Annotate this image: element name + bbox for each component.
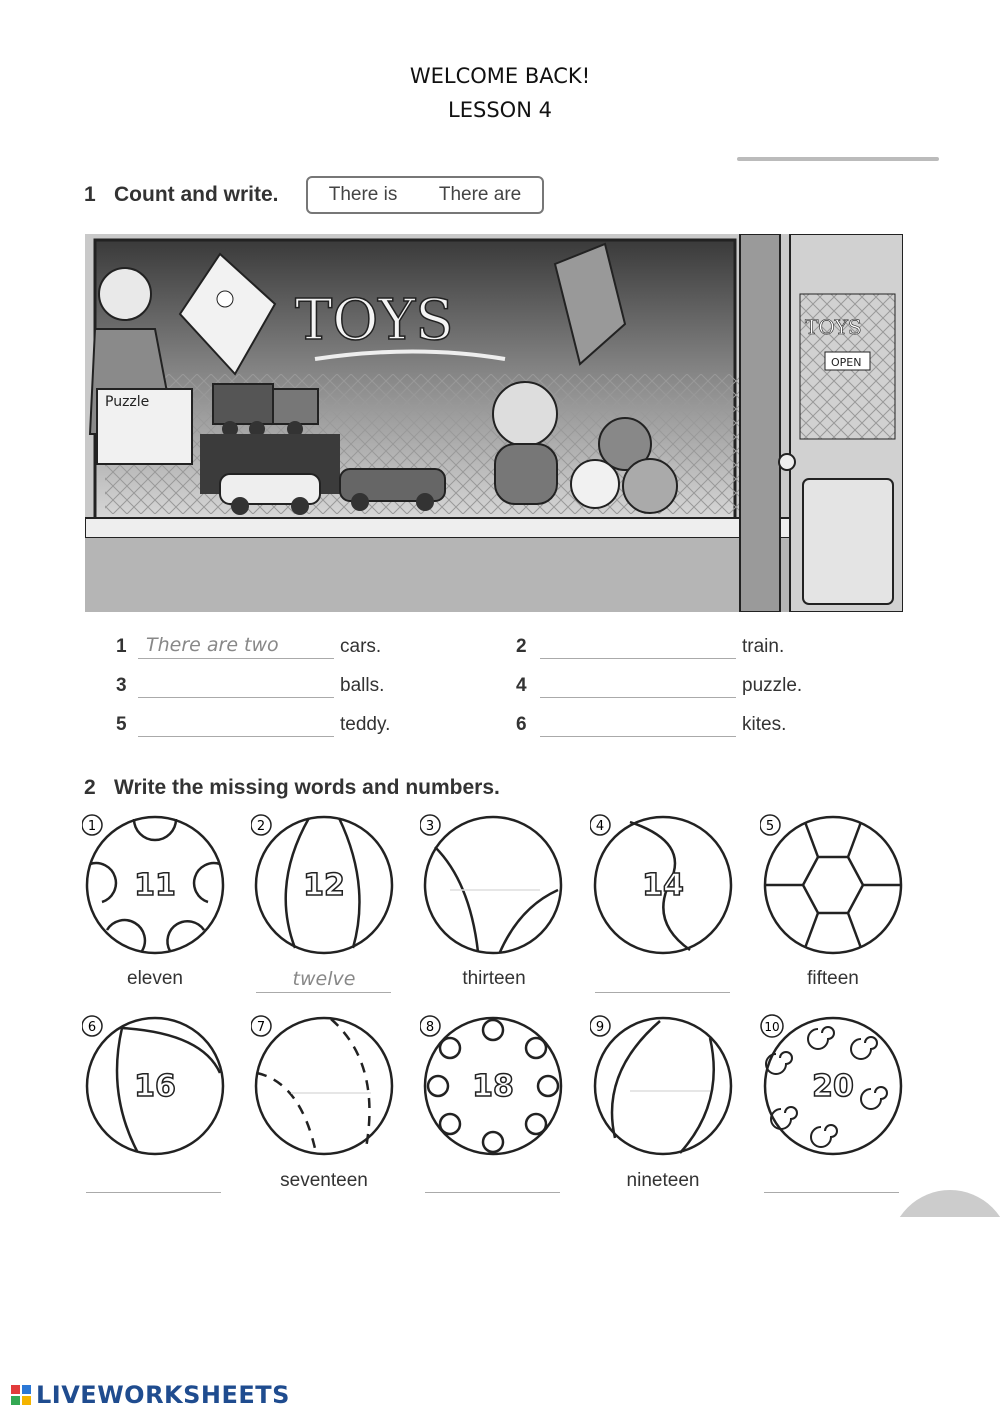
- q3-answer-field[interactable]: [138, 673, 334, 698]
- q2-number: 2: [516, 636, 527, 657]
- q2-noun: train.: [742, 636, 785, 657]
- ball-7-word: seventeen: [280, 1170, 368, 1191]
- ball-4: [590, 812, 736, 958]
- q5-number: 5: [116, 714, 127, 735]
- ball-5[interactable]: [760, 812, 906, 958]
- liveworksheets-brand: LIVEWORKSHEETS: [36, 1381, 290, 1409]
- ball-10-index: 10: [764, 1020, 780, 1034]
- toy-shop-illustration: [85, 234, 903, 612]
- ball-6: [82, 1013, 228, 1159]
- ball-6-digits: 16: [134, 1069, 176, 1104]
- ball-3-index: 3: [425, 819, 435, 834]
- section2-number: 2: [84, 776, 96, 799]
- worksheet-title: WELCOME BACK!: [409, 64, 591, 88]
- ball-3[interactable]: [420, 812, 566, 958]
- q5-noun: teddy.: [340, 714, 391, 735]
- ball-4-index: 4: [595, 819, 605, 834]
- ball-4-answer-field[interactable]: [595, 992, 730, 993]
- ball-2-index: 2: [256, 819, 266, 834]
- ball-9[interactable]: [590, 1013, 736, 1159]
- word-box-there-are: There are: [438, 184, 522, 205]
- ball-1-digits: 11: [134, 868, 176, 903]
- ball-1-index: 1: [87, 819, 97, 834]
- q3-noun: balls.: [340, 675, 385, 696]
- q4-noun: puzzle.: [742, 675, 803, 696]
- scene-puzzle-label: Puzzle: [105, 394, 150, 410]
- q3-number: 3: [116, 675, 127, 696]
- q1-noun: cars.: [340, 636, 382, 657]
- q1-number: 1: [116, 636, 127, 657]
- liveworksheets-logo[interactable]: [10, 1381, 290, 1409]
- ball-2-digits: 12: [303, 868, 345, 903]
- ball-1: [82, 812, 228, 958]
- q5-answer-field[interactable]: [138, 712, 334, 737]
- ball-2-word-example: twelve: [292, 968, 356, 990]
- ball-3-word: thirteen: [462, 968, 526, 989]
- q4-answer-field[interactable]: [540, 673, 736, 698]
- ball-8-digits: 18: [472, 1069, 514, 1104]
- ball-10-digits: 20: [812, 1069, 854, 1104]
- q1-answer-field[interactable]: [138, 634, 334, 659]
- ball-8-answer-field[interactable]: [425, 1192, 560, 1193]
- ball-7[interactable]: [251, 1013, 397, 1159]
- scene-open-sign: OPEN: [831, 356, 862, 369]
- ball-5-word: fifteen: [807, 968, 859, 989]
- ball-6-index: 6: [87, 1020, 97, 1035]
- q2-answer-field[interactable]: [540, 634, 736, 659]
- section2-title: Write the missing words and numbers.: [114, 776, 500, 799]
- ball-9-word: nineteen: [626, 1170, 700, 1191]
- ball-2: [251, 812, 397, 958]
- q6-number: 6: [516, 714, 527, 735]
- word-box-there-is: There is: [328, 184, 398, 205]
- liveworksheets-icon: [10, 1384, 32, 1406]
- section1-title: Count and write.: [114, 183, 279, 206]
- ball-6-answer-field[interactable]: [86, 1192, 221, 1193]
- ball-8-index: 8: [425, 1020, 435, 1035]
- ball-4-digits: 14: [642, 868, 684, 903]
- ball-2-answer-line: [256, 992, 391, 993]
- toy-shop-scene: [85, 234, 903, 612]
- scene-door-sign: TOYS: [805, 315, 862, 339]
- ball-8: [420, 1013, 566, 1159]
- q1-answer-text: There are two: [146, 634, 279, 656]
- q4-number: 4: [516, 675, 527, 696]
- ball-10: [760, 1013, 906, 1159]
- ball-9-index: 9: [595, 1020, 605, 1035]
- ball-5-index: 5: [765, 819, 775, 834]
- ball-1-word: eleven: [127, 968, 183, 989]
- lesson-title: LESSON 4: [448, 98, 552, 122]
- header-divider: [737, 157, 939, 161]
- scene-toys-sign: TOYS: [295, 288, 454, 353]
- ball-7-index: 7: [256, 1020, 266, 1035]
- q6-answer-field[interactable]: [540, 712, 736, 737]
- word-box: [306, 176, 544, 214]
- ball-10-answer-field[interactable]: [764, 1192, 899, 1193]
- section1-number: 1: [84, 183, 96, 206]
- q6-noun: kites.: [742, 714, 787, 735]
